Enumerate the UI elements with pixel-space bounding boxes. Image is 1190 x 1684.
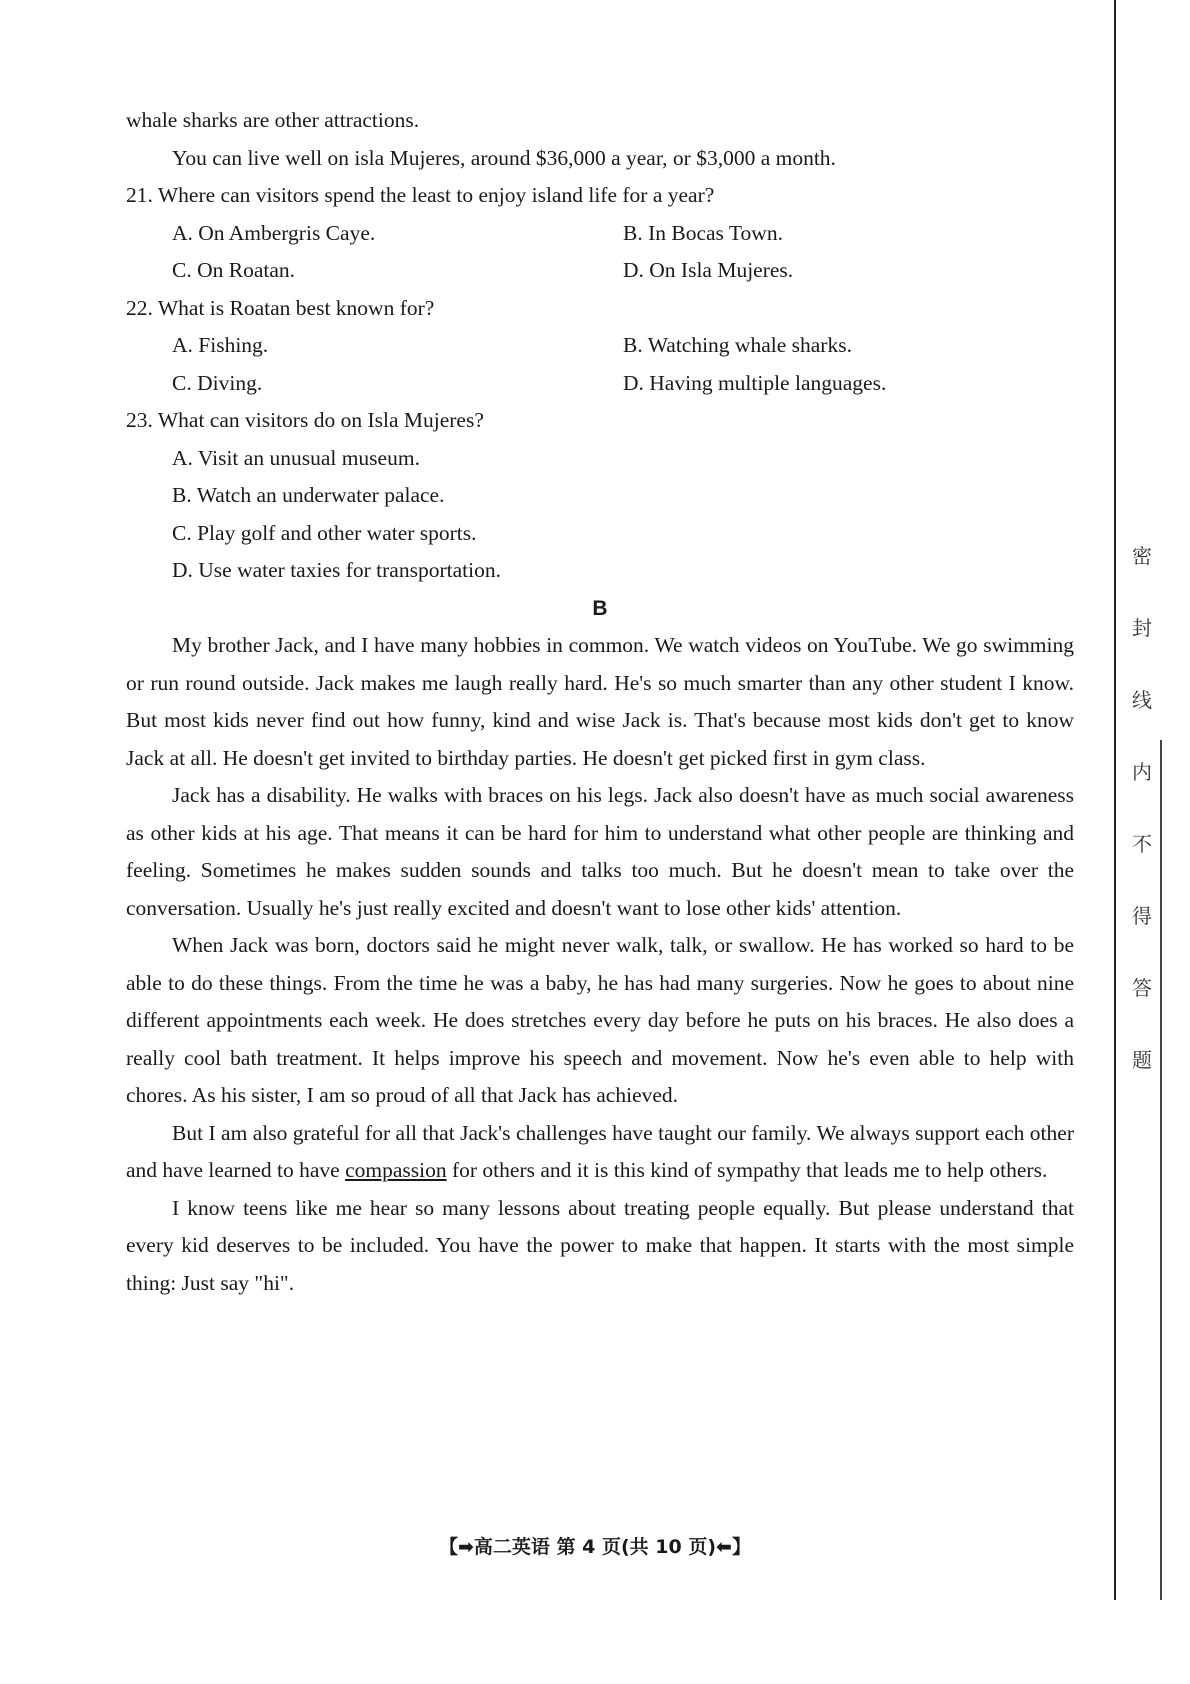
option-c: C. On Roatan. <box>172 258 296 282</box>
option-row <box>126 252 1074 290</box>
binding-line <box>1160 740 1162 1600</box>
option-row <box>126 327 1074 365</box>
question-21 <box>126 177 1074 290</box>
option-a: A. Fishing. <box>172 333 269 357</box>
paragraph: Jack has a disability. He walks with braces on his legs. Jack also doesn't have as much social awareness as other kids at his age. That means it can be hard for him to understand what other people are thinking and feeling. Sometimes he makes sudden sounds and talks too much. But he doesn't mean to take over the conversation. Usually he's just really excited and doesn't want to lose other kids' attention. <box>126 783 1074 920</box>
question-stem: 23. What can visitors do on Isla Mujeres? <box>126 408 484 432</box>
option-row <box>126 215 1074 253</box>
question-stem: 22. What is Roatan best known for? <box>126 295 435 320</box>
option-d: D. Having multiple languages. <box>623 370 887 395</box>
option-a: A. On Ambergris Caye. <box>172 220 376 245</box>
paragraph-text: But I am also grateful for all that Jack's challenges have taught our family. We always support each other and have learned to have <box>126 1120 1074 1182</box>
option-b: B. Watch an underwater palace. <box>172 483 445 507</box>
question-22 <box>126 290 1074 403</box>
underlined-word: compassion <box>345 1158 447 1182</box>
passage-a-tail-line1: whale sharks are other attractions. <box>126 108 420 132</box>
passage-a-tail-line2: You can live well on isla Mujeres, around $36,000 a year, or $3,000 a month. <box>172 145 836 170</box>
binding-char: 密 <box>1132 544 1152 568</box>
option-b: B. Watching whale sharks. <box>623 333 852 357</box>
text-area <box>126 102 1074 1302</box>
option-b: B. In Bocas Town. <box>623 220 783 245</box>
binding-char: 封 <box>1132 616 1152 640</box>
binding-char: 得 <box>1132 904 1152 928</box>
option-d: D. Use water taxies for transportation. <box>172 558 501 582</box>
binding-char: 线 <box>1132 688 1152 712</box>
binding-line <box>1114 0 1116 1600</box>
option-row <box>126 365 1074 403</box>
option-c: C. Diving. <box>172 370 263 395</box>
binding-char: 题 <box>1132 1048 1152 1072</box>
paragraph: My brother Jack, and I have many hobbies in common. We watch videos on YouTube. We go swimming or run round outside. Jack makes me laugh really hard. He's so much smarter than any other student I know. But most kids never find out how funny, kind and wise Jack is. That's because most kids don't get to know Jack at all. He doesn't get invited to birthday parties. He doesn't get picked first in gym class. <box>126 633 1074 770</box>
paragraph-text: for others and it is this kind of sympathy that leads me to help others. <box>446 1158 1048 1182</box>
question-stem: 21. Where can visitors spend the least to enjoy island life for a year? <box>126 183 715 207</box>
option-a: A. Visit an unusual museum. <box>172 445 420 470</box>
paragraph: When Jack was born, doctors said he might never walk, talk, or swallow. He has worked so hard to be able to do these things. From the time he was a baby, he has had many surgeries. Now he goes to about nine different appointments each week. He does stretches every day before he puts on his braces. He also does a really cool bath treatment. It helps improve his speech and movement. Now he's even able to help with chores. As his sister, I am so proud of all that Jack has achieved. <box>126 933 1074 1107</box>
question-23 <box>126 402 1074 590</box>
option-c: C. Play golf and other water sports. <box>172 520 477 545</box>
page-footer: 【➡高二英语 第 4 页(共 10 页)⬅】 <box>439 1536 751 1558</box>
binding-char: 答 <box>1132 976 1152 1000</box>
paragraph <box>126 1115 1074 1190</box>
paragraph: I know teens like me hear so many lessons about treating people equally. But please understand that every kid deserves to be included. You have the power to make that happen. It starts with the most simple thing: Just say "hi". <box>126 1195 1074 1295</box>
binding-margin <box>1128 540 1156 1116</box>
binding-char: 内 <box>1132 760 1152 784</box>
option-d: D. On Isla Mujeres. <box>623 258 794 282</box>
binding-char: 不 <box>1132 832 1152 856</box>
section-heading: B <box>592 596 608 620</box>
